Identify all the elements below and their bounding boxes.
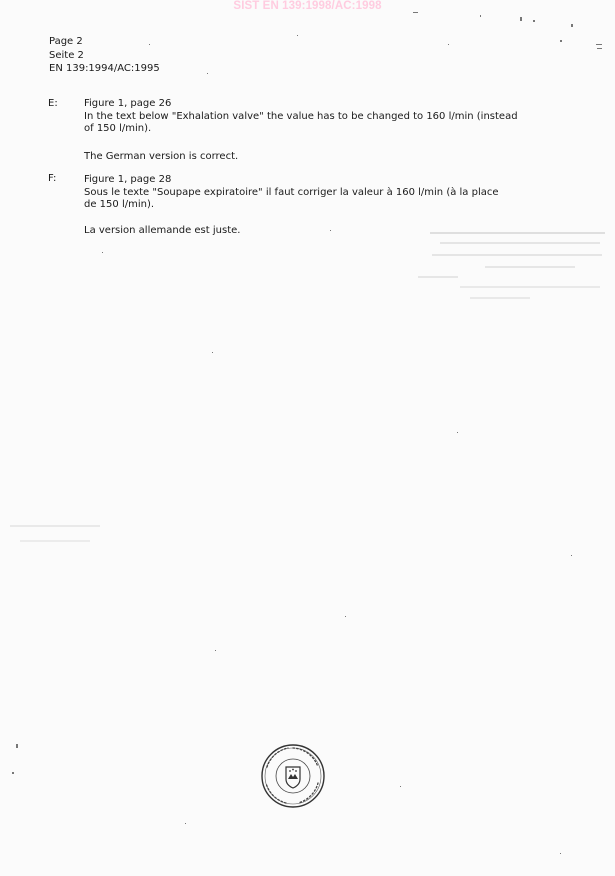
standard-reference: EN 139:1994/AC:1995 xyxy=(49,63,160,74)
section-e-note: The German version is correct. xyxy=(84,151,239,162)
section-e-line2: of 150 l/min). xyxy=(84,123,152,134)
seite-number: Seite 2 xyxy=(49,49,84,61)
page-number: Page 2 xyxy=(49,36,83,47)
section-e-title: Figure 1, page 26 xyxy=(84,98,172,109)
document-watermark: SIST EN 139:1998/AC:1998 xyxy=(233,0,382,12)
section-f-label: F: xyxy=(48,173,57,184)
section-f-note: La version allemande est juste. xyxy=(84,225,241,236)
section-f-line2: de 150 l/min). xyxy=(84,199,155,210)
section-f-title: Figure 1, page 28 xyxy=(84,174,172,185)
section-f-line1: Sous le texte "Soupape expiratoire" il faut corriger la valeur à 160 l/min (à la place xyxy=(84,186,499,198)
section-e-label: E: xyxy=(48,98,58,109)
section-e-line1: In the text below "Exhalation valve" the value has to be changed to 160 l/min (instead xyxy=(84,110,518,122)
